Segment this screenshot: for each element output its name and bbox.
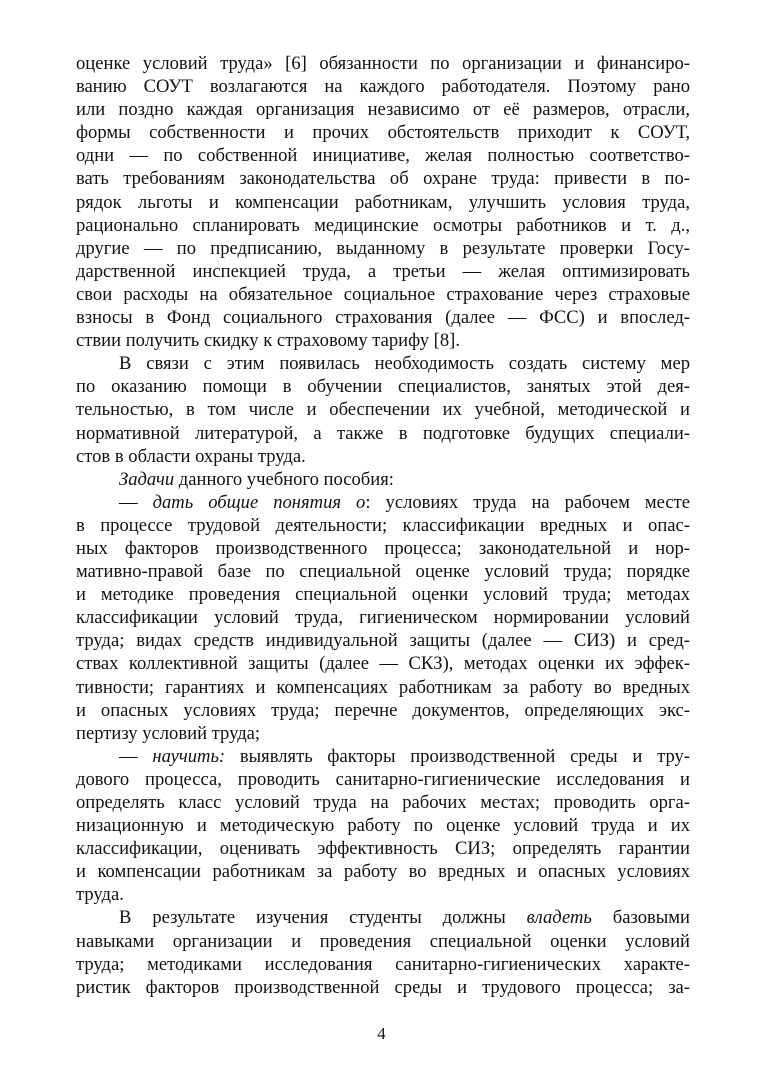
text-line: вать требованиям законодательства об охране труда: привести в по- bbox=[76, 168, 690, 190]
text-line: и методике проведения специальной оценки условий труда; методах bbox=[76, 584, 690, 606]
text-fragment: выявлять факторы производственной среды и тру- bbox=[225, 745, 690, 767]
text-line: рационально спланировать медицинские осмотры работников и т. д., bbox=[76, 214, 690, 236]
italic-term: научить: bbox=[152, 745, 226, 767]
dash: — bbox=[119, 745, 153, 767]
text-line: ствии получить скидку к страховому тарифу [8]. bbox=[76, 330, 460, 352]
text-line: формы собственности и прочих обстоятельств приходит к СОУТ, bbox=[76, 122, 690, 144]
paragraph-sout-obligations bbox=[76, 52, 690, 352]
paragraph-task-general-concepts bbox=[76, 491, 690, 745]
text-line: классификации, оценивать эффективность СИЗ; определять гарантии bbox=[76, 838, 690, 860]
italic-term: дать общие понятия о bbox=[152, 491, 366, 513]
text-line: стов в области охраны труда. bbox=[76, 445, 306, 467]
body-text bbox=[76, 52, 690, 999]
paragraph-tasks-heading bbox=[76, 468, 690, 491]
text-line: мативно-правой базе по специальной оценке условий труда; порядке bbox=[76, 561, 690, 583]
text-line: труда; методиками исследования санитарно-гигиенических характе- bbox=[76, 953, 690, 975]
text-line: В связи с этим появилась необходимость создать систему мер bbox=[119, 353, 690, 375]
text-line: по оказанию помощи в обучении специалистов, занятых этой дея- bbox=[76, 376, 690, 398]
page-number: 4 bbox=[377, 1024, 386, 1043]
text-line: классификации условий труда, гигиеническом нормировании условий bbox=[76, 607, 690, 629]
text-line: дового процесса, проводить санитарно-гигиенические исследования и bbox=[76, 768, 690, 790]
text-line: в процессе трудовой деятельности; классификации вредных и опас- bbox=[76, 514, 690, 536]
text-line: тельностью, в том числе и обеспечении их учебной, методической и bbox=[76, 399, 690, 421]
text-line: и компенсации работникам за работу во вредных и опасных условиях bbox=[76, 861, 690, 883]
text-fragment: базовыми bbox=[591, 907, 690, 929]
text-line: труда; видах средств индивидуальной защиты (далее — СИЗ) и сред- bbox=[76, 630, 690, 652]
text-line: труда. bbox=[76, 884, 124, 906]
text-line: низационную и методическую работу по оценке условий труда и их bbox=[76, 815, 690, 837]
text-line bbox=[76, 745, 690, 768]
text-line: дарственной инспекцией труда, а третьи — желая оптимизировать bbox=[76, 260, 690, 282]
dash: — bbox=[119, 491, 153, 513]
text-line: ствах коллективной защиты (далее — СКЗ), методах оценки их эффек- bbox=[76, 653, 690, 675]
italic-term: Задачи bbox=[119, 468, 175, 490]
text-line: определять класс условий труда на рабочих местах; проводить орга- bbox=[76, 792, 690, 813]
italic-term: владеть bbox=[526, 907, 592, 929]
text-line: пертизу условий труда; bbox=[76, 722, 261, 744]
paragraph-learning-outcomes bbox=[76, 906, 690, 998]
text-line: оценке условий труда» [6] обязанности по организации и финансиро- bbox=[76, 53, 690, 74]
text-line: взносы в Фонд социального страхования (далее — ФСС) и впослед- bbox=[76, 307, 690, 329]
text-line: другие — по предписанию, выданному в результате проверки Госу- bbox=[76, 237, 690, 259]
text-line bbox=[76, 906, 690, 929]
text-line: навыками организации и проведения специальной оценки условий bbox=[76, 930, 690, 952]
text-line bbox=[76, 468, 690, 491]
text-fragment: : условиях труда на рабочем месте bbox=[365, 491, 691, 513]
text-line: ных факторов производственного процесса; законодательной и нор- bbox=[76, 537, 690, 559]
text-line: и опасных условиях труда; перечне документов, определяющих экс- bbox=[76, 699, 690, 721]
paragraph-training-system bbox=[76, 352, 690, 467]
text-line: свои расходы на обязательное социальное страхование через страховые bbox=[76, 283, 690, 305]
text-fragment: В результате изучения студенты должны bbox=[119, 907, 527, 929]
text-line: рядок льготы и компенсации работникам, улучшить условия труда, bbox=[76, 191, 690, 213]
text-line: нормативной литературой, а также в подготовке будущих специали- bbox=[76, 422, 690, 444]
text-line bbox=[76, 491, 690, 514]
paragraph-task-teach bbox=[76, 745, 690, 907]
text-fragment: данного учебного пособия: bbox=[174, 468, 394, 490]
text-line: или поздно каждая организация независимо от её размеров, отрасли, bbox=[76, 99, 690, 121]
text-line: ванию СОУТ возлагаются на каждого работодателя. Поэтому рано bbox=[76, 76, 690, 98]
text-line: тивности; гарантиях и компенсациях работникам за работу во вредных bbox=[76, 676, 690, 698]
text-line: ристик факторов производственной среды и трудового процесса; за- bbox=[76, 976, 690, 998]
text-line: одни — по собственной инициативе, желая полностью соответство- bbox=[76, 145, 690, 167]
